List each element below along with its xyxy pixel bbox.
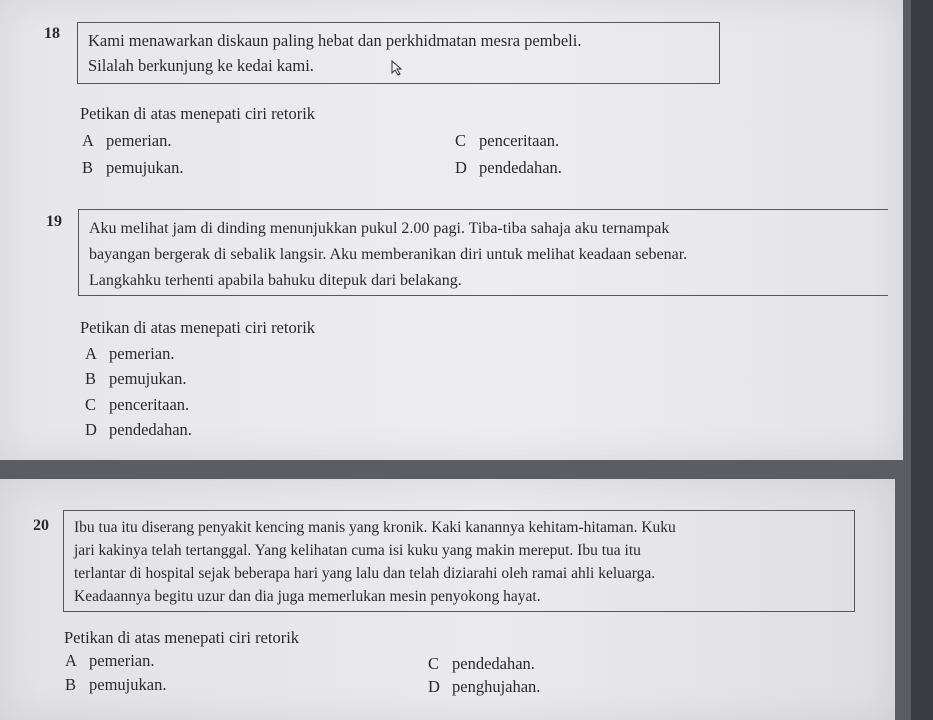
question-20-option-c[interactable] [428, 654, 535, 674]
question-20-option-d[interactable] [428, 677, 540, 697]
mouse-pointer-icon [391, 60, 405, 76]
option-letter: D [85, 420, 97, 439]
option-letter: A [85, 344, 97, 363]
question-19-option-b[interactable] [85, 369, 186, 389]
option-letter: D [428, 677, 440, 696]
option-text: pemujukan. [109, 369, 187, 388]
question-19-passage-box [78, 209, 888, 296]
question-19-passage-line-3: Langkahku terhenti apabila bahuku ditepuk dari belakang. [89, 272, 462, 289]
question-19-option-d[interactable] [85, 420, 192, 440]
question-20-passage-line-3: terlantar di hospital sejak beberapa hari yang lalu dan telah diziarahi oleh ramai ahli keluarga. [74, 565, 656, 582]
question-18-option-d[interactable] [455, 158, 562, 178]
question-20-option-a[interactable] [65, 651, 155, 671]
question-20-passage-line-2: jari kakinya telah tertanggal. Yang kelihatan cuma isi kuku yang makin mereput. Ibu tua itu [74, 542, 641, 559]
option-text: penceritaan. [479, 131, 560, 150]
option-letter: A [65, 651, 77, 670]
question-19-stem: Petikan di atas menepati ciri retorik [80, 318, 316, 337]
option-letter: C [428, 654, 440, 673]
option-text: pendedahan. [109, 420, 192, 439]
question-18-passage-line-1: Kami menawarkan diskaun paling hebat dan perkhidmatan mesra pembeli. [88, 31, 582, 50]
option-text: pemujukan. [89, 675, 167, 694]
question-18-stem: Petikan di atas menepati ciri retorik [80, 104, 316, 123]
option-letter: B [85, 369, 97, 388]
question-20-option-b[interactable] [65, 675, 166, 695]
option-letter: B [65, 675, 77, 694]
option-text: pemerian. [89, 651, 155, 670]
option-letter: D [455, 158, 467, 177]
option-text: pemujukan. [106, 158, 184, 177]
question-18-number: 18 [44, 25, 60, 42]
option-letter: C [85, 395, 97, 414]
question-20-stem: Petikan di atas menepati ciri retorik [64, 628, 300, 647]
option-text: pendedahan. [479, 158, 562, 177]
option-letter: A [82, 131, 94, 150]
option-text: pemerian. [109, 344, 175, 363]
question-19-passage-line-2: bayangan bergerak di sebalik langsir. Aku memberanikan diri untuk melihat keadaan sebenar. [89, 246, 688, 263]
question-19-option-c[interactable] [85, 395, 189, 415]
question-18-passage-line-2: Silalah berkunjung ke kedai kami. [88, 56, 314, 75]
option-letter: B [82, 158, 94, 177]
question-20-number: 20 [33, 517, 49, 534]
question-19-option-a[interactable] [85, 344, 175, 364]
option-letter: C [455, 131, 467, 150]
question-18-option-a[interactable] [82, 131, 172, 151]
question-20-passage-box [63, 510, 855, 612]
question-18-option-b[interactable] [82, 158, 183, 178]
question-19-passage-line-1: Aku melihat jam di dinding menunjukkan pukul 2.00 pagi. Tiba-tiba sahaja aku ternampak [89, 220, 670, 237]
question-20-passage-line-1: Ibu tua itu diserang penyakit kencing manis yang kronik. Kaki kanannya kehitam-hitaman. Kuku [74, 519, 676, 536]
option-text: pemerian. [106, 131, 172, 150]
question-18-option-c[interactable] [455, 131, 559, 151]
question-20-passage-line-4: Keadaannya begitu uzur dan dia juga memerlukan mesin penyokong hayat. [74, 588, 541, 605]
question-19-number: 19 [46, 213, 62, 230]
option-text: penghujahan. [452, 677, 541, 696]
option-text: pendedahan. [452, 654, 535, 673]
option-text: penceritaan. [109, 395, 190, 414]
page-edge-shadow [911, 0, 933, 720]
